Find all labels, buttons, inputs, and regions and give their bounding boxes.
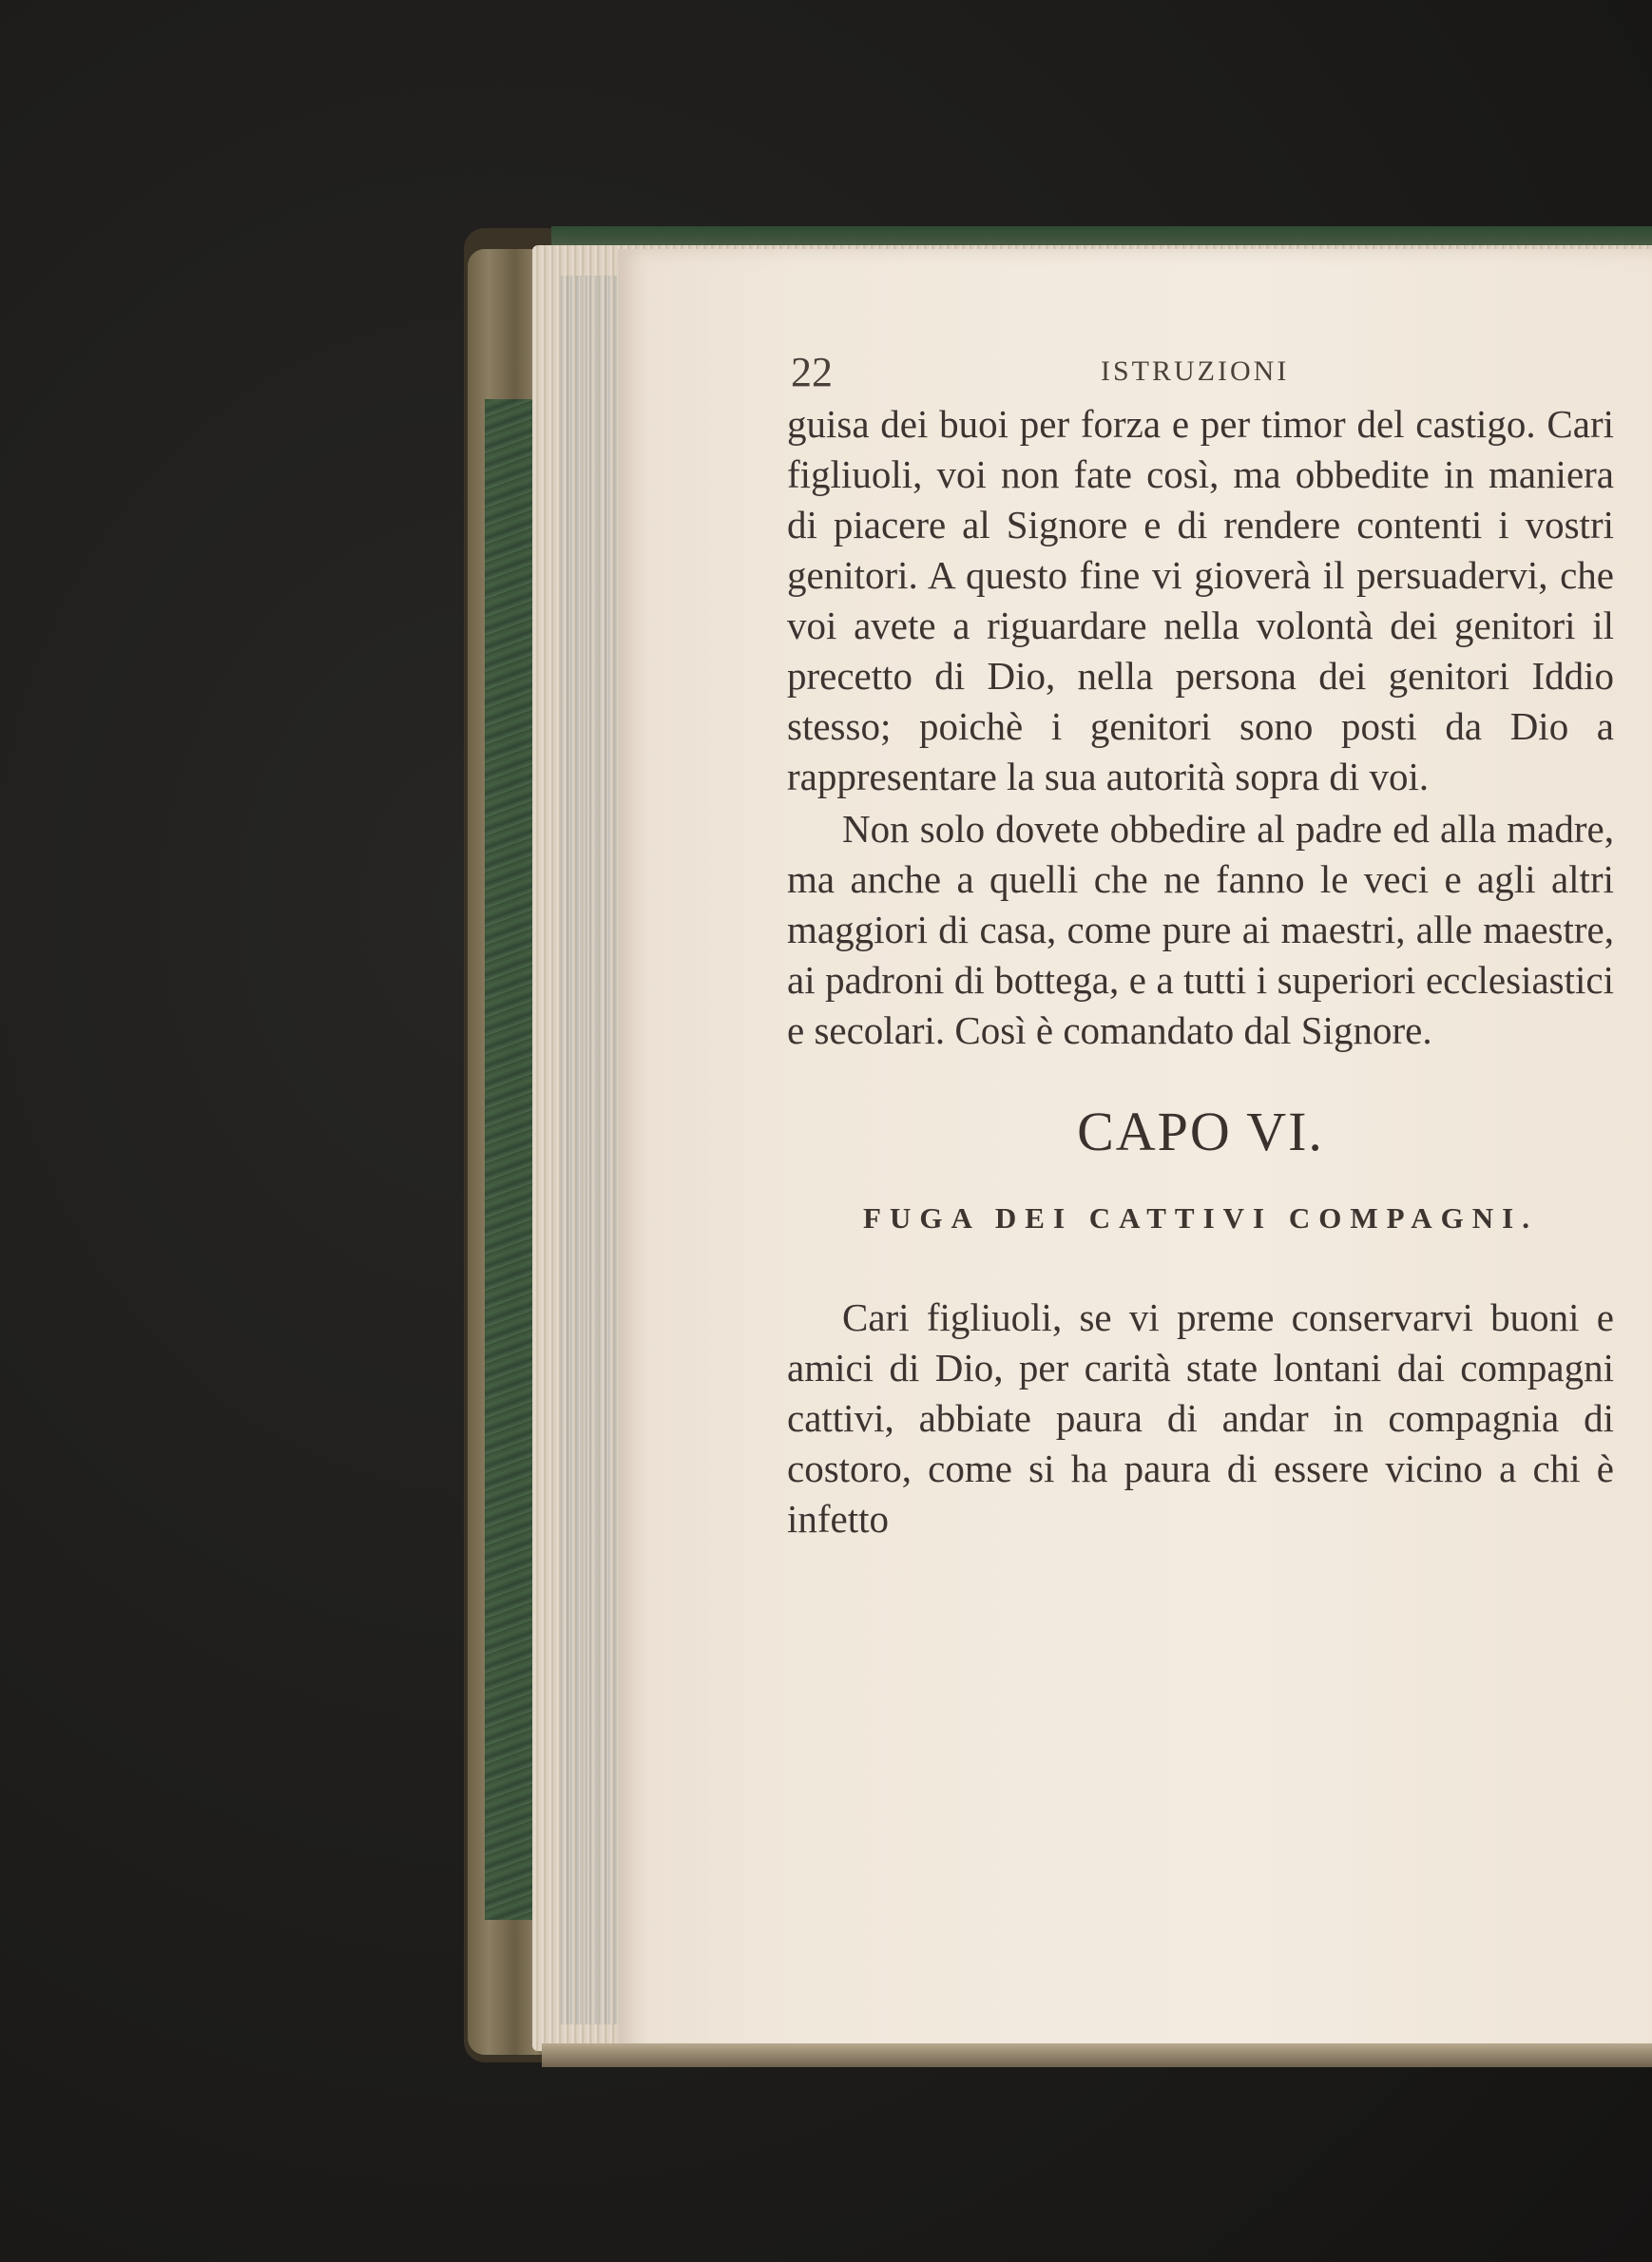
- page-text-block: [787, 342, 1614, 1544]
- running-head: ISTRUZIONI: [1101, 355, 1290, 387]
- paragraph-2: Non solo dovete obbedire al padre ed alla madre, ma anche a quelli che ne fanno le veci e agli altri maggiori di casa, come pure ai maestri, alle maestre, ai padroni di bottega, e a tutti i superiori ecclesiastici e secolari. Così è comandato dal Signore.: [787, 807, 1614, 1052]
- paragraph-1: guisa dei buoi per forza e per timor del castigo. Cari figliuoli, voi non fate così, ma obbedite in maniera di piacere al Signore e di rendere contenti i vostri genitori. A questo fine vi gioverà il persuadervi, che voi avete a riguardare nella volontà dei genitori il precetto di Dio, nella persona dei genitori Iddio stesso; poichè i genitori sono posti da Dio a rappresentare la sua autorità sopra di voi.: [787, 402, 1614, 798]
- book-bottom-edge: [542, 2043, 1652, 2067]
- chapter-subtitle: FUGA DEI CATTIVI COMPAGNI.: [863, 1201, 1538, 1235]
- chapter-title: CAPO VI.: [1077, 1101, 1324, 1162]
- page-number: 22: [791, 349, 833, 395]
- page-header: [787, 342, 1614, 399]
- page-edge-speckle: [561, 276, 618, 2024]
- chapter-first-paragraph: Cari figliuoli, se vi preme conservarvi buoni e amici di Dio, per carità state lontani dai compagni cattivi, abbiate paura di andar in compagnia di costoro, come si ha paura di essere vicino a chi è infetto: [787, 1295, 1614, 1541]
